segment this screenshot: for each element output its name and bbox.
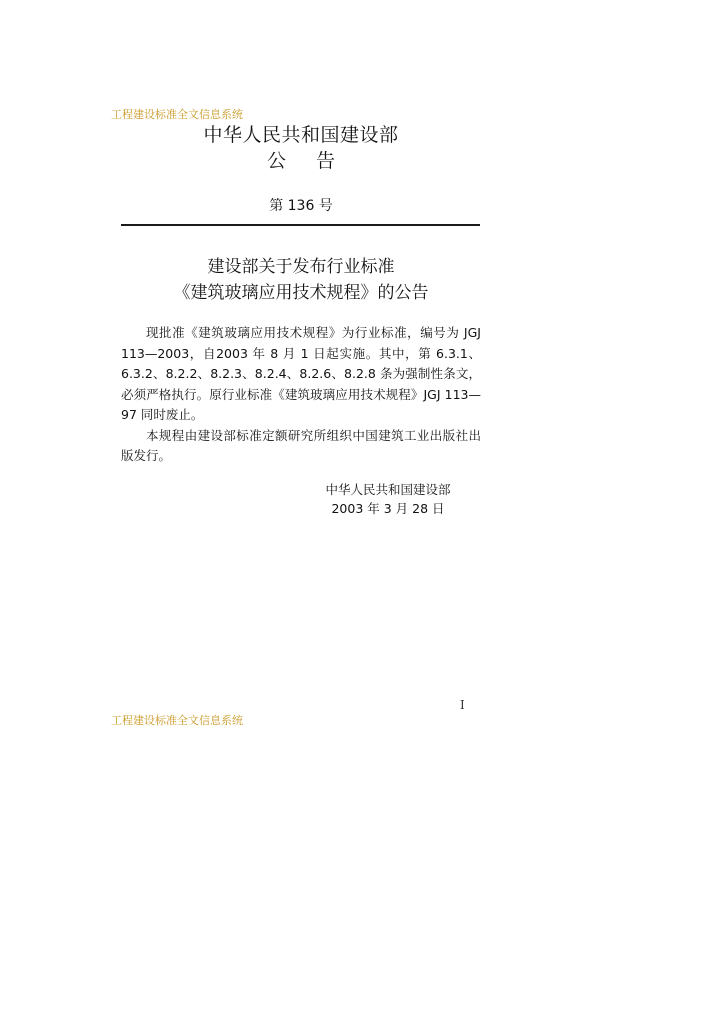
signing-date: 2003 年 3 月 28 日: [331, 501, 445, 516]
body-paragraph-2: 本规程由建设部标准定额研究所组织中国建筑工业出版社出版发行。: [121, 427, 481, 463]
announcement-body: [121, 323, 481, 467]
watermark-top: 工程建设标准全文信息系统: [111, 108, 243, 121]
signing-organization: 中华人民共和国建设部: [325, 482, 451, 497]
issue-number: 第 136 号: [269, 198, 333, 214]
announcement-title-line2: 《建筑玻璃应用技术规程》的公告: [173, 283, 429, 303]
document-type-heading: 公告: [266, 150, 365, 172]
announcement-title-line1: 建设部关于发布行业标准: [207, 257, 395, 277]
ministry-heading: 中华人民共和国建设部: [203, 124, 399, 146]
header-divider: [121, 224, 480, 226]
page-number: I: [460, 698, 465, 712]
watermark-bottom: 工程建设标准全文信息系统: [111, 714, 243, 727]
body-paragraph-1: 现批准《建筑玻璃应用技术规程》为行业标准，编号为 JGJ 113—2003，自2003 年 8 月 1 日起实施。其中，第 6.3.1、6.3.2、8.2.2、8.2.3、8.2.4、8.2.6、8.2.8 条为强制性条文，必须严格执行。原行业标准《建筑玻璃应用技术规程》JGJ 113—97 同时废止。: [121, 325, 481, 422]
